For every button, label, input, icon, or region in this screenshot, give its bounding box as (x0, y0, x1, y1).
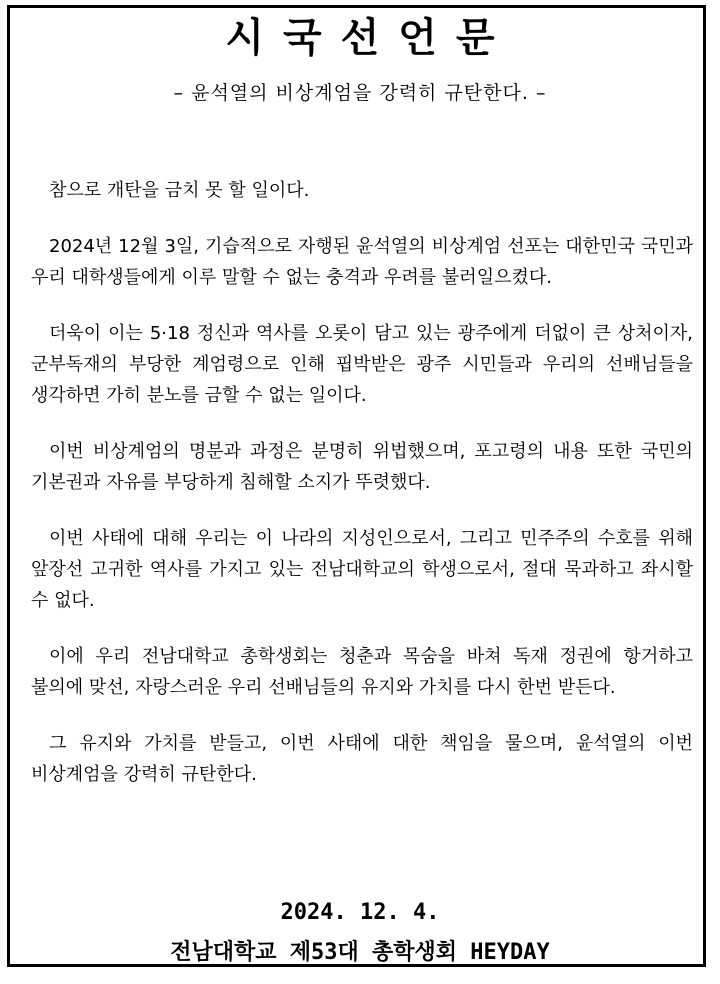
paragraph-6: 이에 우리 전남대학교 총학생회는 청춘과 목숨을 바쳐 독재 정권에 항거하고 불의에 맞선, 자랑스러운 우리 선배님들의 유지와 가치를 다시 한번 받든다. (31, 646, 693, 698)
paragraph-7: 그 유지와 가치를 받들고, 이번 사태에 대한 책임을 물으며, 윤석열의 이번 비상계엄을 강력히 규탄한다. (31, 733, 693, 785)
paragraph-4: 이번 비상계엄의 명분과 과정은 분명히 위법했으며, 포고령의 내용 또한 국민의 기본권과 자유를 부당하게 침해할 소지가 뚜렷했다. (31, 441, 693, 493)
document-signature: 전남대학교 제53대 총학생회 HEYDAY (170, 940, 550, 965)
document-subtitle: – 윤석열의 비상계엄을 강력히 규탄한다. – (173, 82, 547, 104)
paragraph-3: 더욱이 이는 5·18 정신과 역사를 오롯이 담고 있는 광주에게 더없이 큰 상처이자, 군부독재의 부당한 계엄령으로 인해 핍박받은 광주 시민들과 우리의 선배님들을 생각하면 가히 분노를 금할 수 없는 일이다. (31, 323, 693, 406)
document-title: 시국선언문 (225, 14, 514, 61)
document-date: 2024. 12. 4. (280, 900, 440, 925)
paragraph-1: 참으로 개탄을 금치 못 할 일이다. (49, 180, 310, 201)
paragraph-2: 2024년 12월 3일, 기습적으로 자행된 윤석열의 비상계엄 선포는 대한민국 국민과 우리 대학생들에게 이루 말할 수 없는 충격과 우려를 불러일으켰다. (31, 236, 693, 288)
document-body (31, 175, 693, 815)
paragraph-5: 이번 사태에 대해 우리는 이 나라의 지성인으로서, 그리고 민주주의 수호를 위해 앞장선 고귀한 역사를 가지고 있는 전남대학교의 학생으로서, 절대 묵과하고 좌시할 수 없다. (31, 528, 693, 611)
